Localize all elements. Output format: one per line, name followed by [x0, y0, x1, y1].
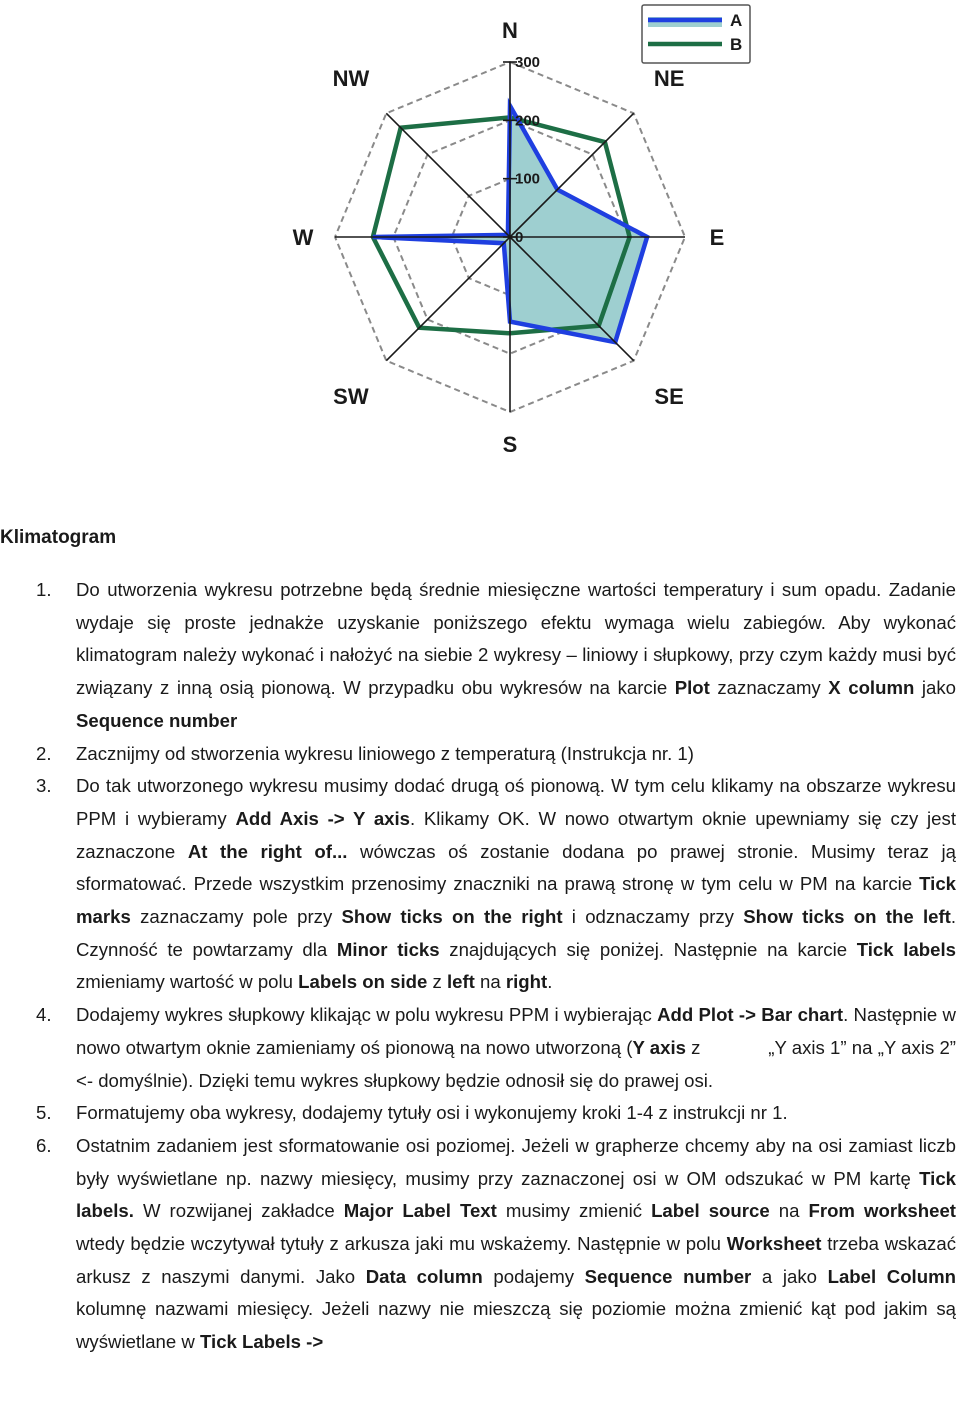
bold-text: Major Label Text — [343, 1200, 497, 1222]
text-run: trzeba wskazać arkusz z naszymi danymi. Jako — [76, 1233, 956, 1287]
direction-label: W — [292, 225, 314, 250]
bold-text: Tick labels. — [76, 1167, 956, 1222]
bold-text: Plot — [674, 677, 710, 699]
list-item — [0, 1097, 960, 1130]
tick-label: 0 — [515, 229, 524, 246]
list-item — [0, 1130, 960, 1359]
list-item — [0, 770, 960, 999]
list-item-number: 4. — [36, 1004, 52, 1026]
bold-text: Label source — [651, 1200, 770, 1222]
list-item-number: 5. — [36, 1102, 52, 1124]
bold-text: At the right of... — [187, 840, 348, 862]
text-run: na — [769, 1200, 809, 1222]
text-run: wówczas oś zostanie dodana po prawej stronie. Musimy teraz ją sformatować. Przede wszystkim przenosimy znaczniki na prawą stronę w tym celu w PM na karcie — [76, 840, 956, 895]
tick-label: 300 — [515, 54, 541, 71]
bold-text: X column — [828, 677, 915, 699]
text-run: podajemy — [482, 1265, 585, 1287]
text-run: z — [427, 971, 447, 993]
text-run: a jako — [751, 1265, 828, 1287]
list-item-number: 6. — [36, 1134, 52, 1156]
legend-label: B — [730, 35, 743, 54]
text-run: jako — [914, 677, 956, 699]
bold-text: Worksheet — [726, 1233, 822, 1255]
bold-text: Sequence number — [76, 709, 238, 731]
bold-text: Data column — [365, 1265, 483, 1287]
direction-label: S — [502, 432, 518, 457]
document-body — [0, 522, 960, 1359]
text-run: . Klikamy OK. W nowo otwartym oknie upewniamy się czy jest zaznaczone — [76, 807, 956, 862]
bold-text: Minor ticks — [336, 938, 440, 960]
bold-text: Labels on side — [298, 971, 428, 993]
bold-text: Add Axis -> Y axis — [235, 807, 411, 829]
list-item-number: 2. — [36, 742, 52, 764]
list-item — [0, 574, 960, 738]
chart-legend — [642, 5, 750, 63]
text-run: . Następnie w nowo otwartym oknie zamieniamy oś pionową na nowo utworzoną ( — [76, 1004, 956, 1058]
list-item — [0, 999, 960, 1097]
bold-text: From worksheet — [808, 1200, 956, 1222]
text-run: zmieniamy wartość w polu — [76, 971, 299, 993]
text-run: . — [547, 971, 553, 993]
bold-text: Tick labels — [856, 938, 956, 960]
bold-text: Show ticks on the left — [743, 906, 951, 928]
chart-axes — [332, 62, 685, 412]
text-run: kolumnę nazwami miesięcy. Jeżeli nazwy nie mieszczą się poziomie można zmienić kąt pod jakim są wyświetlane w — [76, 1298, 956, 1353]
tick-label: 200 — [515, 112, 541, 130]
wind-rose-chart — [270, 0, 770, 470]
direction-label: NW — [332, 65, 370, 91]
direction-label: E — [709, 225, 725, 250]
direction-label: NE — [653, 65, 685, 91]
bold-text: Y axis — [632, 1036, 686, 1058]
direction-label: SW — [333, 384, 369, 410]
text-run: Dodajemy wykres słupkowy klikając w polu wykresu PPM i wybierając — [76, 1004, 658, 1026]
direction-label: SE — [654, 384, 684, 410]
text-run: zaznaczamy pole przy — [130, 906, 342, 928]
text-run: wtedy będzie wczytywał tytuły z arkusza jaki mu wskażemy. Następnie w polu — [76, 1233, 727, 1255]
legend-label: A — [730, 11, 743, 30]
text-run: Do tak utworzonego wykresu musimy dodać drugą oś pionową. W tym celu klikamy na obszarze wykresu PPM i wybieramy — [76, 775, 956, 829]
bold-text: Tick marks — [76, 873, 956, 928]
bold-text: Tick Labels -> — [200, 1331, 324, 1353]
bold-text: Show ticks on the right — [341, 906, 563, 928]
text-run: W rozwijanej zakładce — [133, 1200, 344, 1222]
text-run: . Czynność te powtarzamy dla — [76, 906, 957, 960]
bold-text: Sequence number — [584, 1265, 752, 1287]
text-run: Formatujemy oba wykresy, dodajemy tytuły osi i wykonujemy kroki 1-4 z instrukcji nr 1. — [76, 1102, 788, 1124]
direction-label: N — [502, 18, 518, 43]
text-run: Zacznijmy od stworzenia wykresu liniowego z temperaturą (Instrukcja nr. 1) — [76, 742, 694, 764]
list-item-number: 3. — [36, 775, 52, 797]
text-run: z „Y axis 1” na „Y axis 2” <- domyślnie). Dzięki temu wykres słupkowy będzie odnosił się do prawej osi. — [76, 1036, 956, 1091]
text-run: i odznaczamy przy — [562, 906, 744, 928]
list-item-number: 1. — [36, 579, 52, 600]
text-run: na — [474, 971, 506, 993]
section-heading: Klimatogram — [0, 527, 117, 548]
bold-text: left — [446, 971, 475, 993]
text-run: musimy zmienić — [496, 1200, 652, 1222]
instruction-list — [0, 574, 960, 1359]
bold-text: right — [505, 971, 548, 993]
text-run: Ostatnim zadaniem jest sformatowanie osi poziomej. Jeżeli w grapherze chcemy aby na osi zamiast liczb były wyświetlane np. nazwy miesięcy, musimy przy zaznaczonej osi w OM odszukać w PM kartę — [76, 1134, 956, 1189]
bold-text: Add Plot -> Bar chart — [657, 1004, 844, 1026]
axis-spoke — [386, 113, 510, 237]
text-run: zaznaczamy — [709, 677, 829, 699]
tick-label: 100 — [515, 170, 541, 188]
list-item — [0, 738, 960, 771]
text-run: znajdujących się poniżej. Następnie na karcie — [439, 938, 857, 960]
text-run: Do utworzenia wykresu potrzebne będą średnie miesięczne wartości temperatury i sum opadu. Zadanie wydaje się proste jednakże uzyskanie poniższego efektu wymaga wielu zabiegów. Aby wykonać klimatogram należy wykonać i nałożyć na siebie 2 wykresy – liniowy i słupkowy, przy czym każdy musi być związany z inną osią pionową. W przypadku obu wykresów na karcie — [76, 579, 956, 699]
bold-text: Label Column — [827, 1265, 956, 1287]
